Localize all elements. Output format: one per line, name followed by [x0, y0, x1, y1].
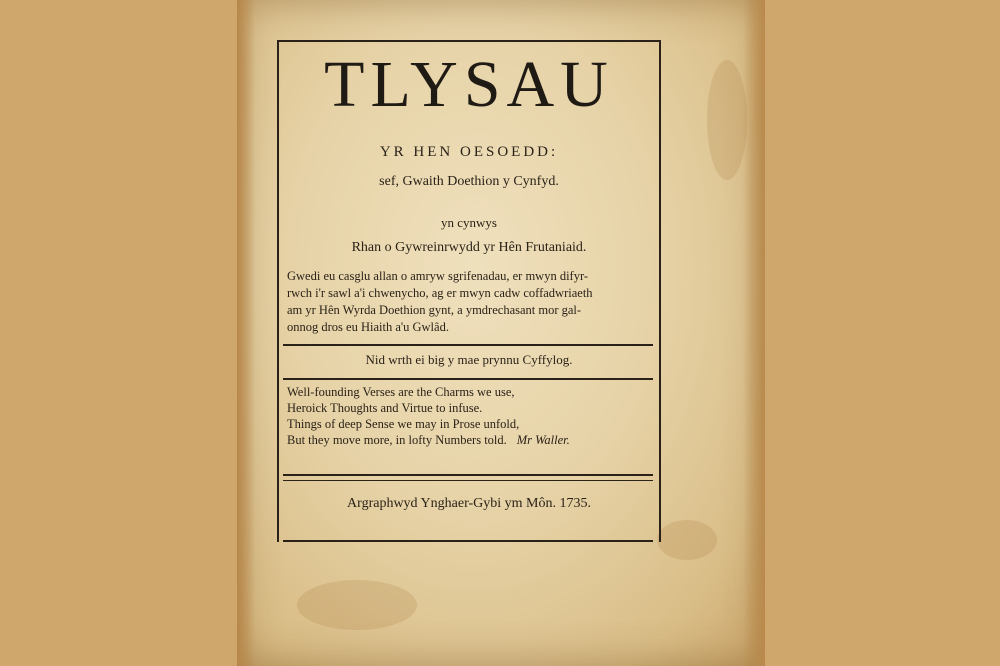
verse-block — [287, 384, 647, 448]
paragraph-line: rwch i'r sawl a'i chwenycho, ag er mwyn cadw coffadwriaeth — [287, 286, 593, 300]
divider-rule — [283, 378, 653, 380]
page-edge-shadow-right — [743, 0, 765, 666]
verse-attribution: Mr Waller. — [516, 433, 570, 447]
paragraph-line: am yr Hên Wyrda Doethion gynt, a ymdrechasant mor gal- — [287, 303, 582, 317]
subtitle-line-2: yn cynwys — [441, 215, 497, 230]
motto: Nid wrth ei big y mae prynnu Cyffylog. — [365, 352, 573, 367]
paper-stain — [707, 60, 747, 180]
divider-rule — [283, 344, 653, 346]
description-paragraph — [287, 268, 647, 336]
subtitle-line-1: sef, Gwaith Doethion y Cynfyd. — [379, 174, 559, 189]
verse-line: Heroick Thoughts and Virtue to infuse. — [287, 401, 483, 415]
bottom-border-rule — [283, 540, 653, 542]
paper-stain — [657, 520, 717, 560]
divider-rule — [283, 474, 653, 476]
paragraph-line: onnog dros eu Hiaith a'u Gwlâd. — [287, 320, 449, 334]
imprint: Argraphwyd Ynghaer-Gybi ym Môn. 1735. — [347, 496, 591, 511]
verse-line — [287, 432, 647, 448]
book-subtitle: YR HEN OESOEDD: — [379, 144, 559, 160]
paper-stain — [297, 580, 417, 630]
book-title: TLYSAU — [324, 48, 614, 121]
paragraph-line: Gwedi eu casglu allan o amryw sgrifenadau, er mwyn difyr- — [287, 269, 589, 283]
verse-line-text: But they move more, in lofty Numbers told. — [287, 433, 507, 447]
divider-rule — [283, 480, 653, 481]
verse-line: Well-founding Verses are the Charms we use, — [287, 385, 515, 399]
verse-line: Things of deep Sense we may in Prose unfold, — [287, 417, 520, 431]
page-edge-shadow-left — [237, 0, 255, 666]
subtitle-line-3: Rhan o Gywreinrwydd yr Hên Frutaniaid. — [351, 240, 587, 255]
title-page — [237, 0, 765, 666]
